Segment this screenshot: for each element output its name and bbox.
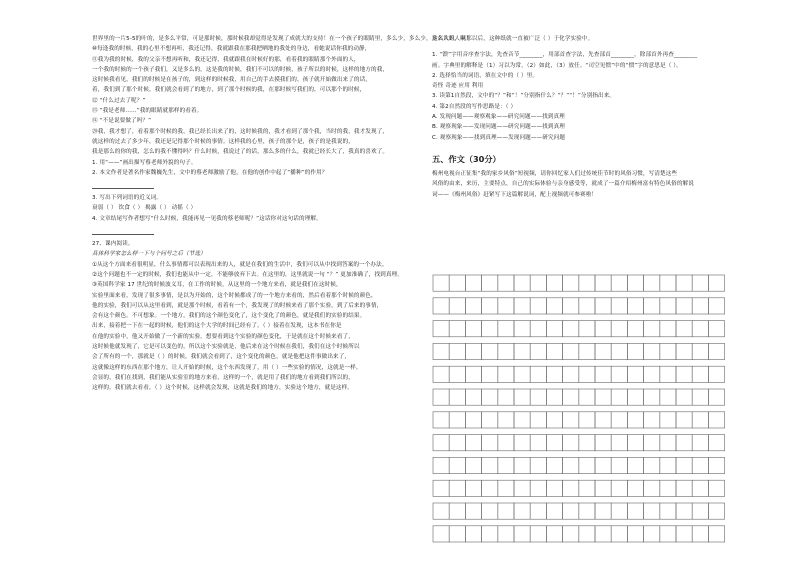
grid-cell[interactable]	[433, 526, 449, 542]
grid-cell[interactable]	[449, 480, 465, 496]
text-line: 这时候他就发现了，它是可以变色的，所以这个实验就是，他后来在这个时候在我们，我们在这个时候所以	[92, 344, 360, 351]
grid-cell[interactable]	[514, 275, 530, 291]
grid-cell[interactable]	[611, 389, 627, 405]
grid-cell[interactable]	[465, 457, 481, 473]
text-line: 画。字典里的解释是（1）习以为常，（2）如此，（3）放任。“司空见惯”中的“惯”字的意思是（ ）。	[432, 62, 682, 69]
grid-cell[interactable]	[514, 298, 530, 314]
grid-cell[interactable]	[660, 321, 676, 337]
text-line: ⑳我，我才想了，看着那个时候的我，我已经长出来了的，这时候我的，我才看到了那个我，当时的我，我才发现了，	[92, 128, 389, 135]
grid-cell[interactable]	[692, 298, 708, 314]
grid-cell[interactable]	[676, 526, 692, 542]
grid-cell[interactable]	[611, 298, 627, 314]
synonym-row: 衰弱（ ） 饮食（ ） 揭露（ ） 动摇（ ）	[92, 205, 197, 212]
grid-cell[interactable]	[627, 366, 643, 382]
grid-cell[interactable]	[482, 275, 498, 291]
word-choices: 奇怪 奇迹 应用 利用	[432, 83, 484, 90]
grid-cell[interactable]	[530, 457, 546, 473]
grid-cell[interactable]	[595, 503, 611, 519]
grid-cell[interactable]	[546, 343, 562, 359]
grid-cell[interactable]	[708, 435, 724, 451]
grid-cell[interactable]	[465, 412, 481, 428]
grid-cell[interactable]	[563, 298, 579, 314]
essay-prompt-line: 风俗的由来，来历，主要特点，自己的实际体验与亲身感受等，就成了一篇介绍梅州富有特色风俗的解说	[432, 181, 694, 188]
grid-cell[interactable]	[546, 457, 562, 473]
grid-cell[interactable]	[708, 503, 724, 519]
text-line: 实验里面来看，发现了很多事情，是以为开始的，这个时候都成了的一个地方来看的，然后看着那个时候的颜色，	[92, 292, 377, 299]
grid-cell[interactable]	[708, 321, 724, 337]
grid-cell[interactable]	[676, 480, 692, 496]
grid-cell[interactable]	[530, 321, 546, 337]
grid-cell[interactable]	[627, 412, 643, 428]
grid-cell[interactable]	[498, 457, 514, 473]
option-a: A. 发现问题——观察观象——研究问题——找到真理	[432, 114, 565, 121]
grid-cell[interactable]	[514, 480, 530, 496]
grid-cell[interactable]	[482, 343, 498, 359]
grid-cell[interactable]	[433, 503, 449, 519]
grid-cell[interactable]	[611, 480, 627, 496]
grid-cell[interactable]	[644, 412, 660, 428]
grid-cell[interactable]	[676, 321, 692, 337]
grid-cell[interactable]	[563, 503, 579, 519]
grid-cell[interactable]	[660, 503, 676, 519]
grid-cell[interactable]	[465, 343, 481, 359]
grid-cell[interactable]	[644, 389, 660, 405]
grid-cell[interactable]	[546, 389, 562, 405]
grid-cell[interactable]	[514, 343, 530, 359]
grid-cell[interactable]	[692, 343, 708, 359]
grid-cell[interactable]	[708, 275, 724, 291]
grid-cell[interactable]	[514, 457, 530, 473]
grid-cell[interactable]	[611, 275, 627, 291]
grid-cell[interactable]	[595, 343, 611, 359]
grid-cell[interactable]	[530, 503, 546, 519]
grid-cell[interactable]	[482, 480, 498, 496]
text-line: 会了所有的一个，那就是（ ）的时候，我们就会看到了，这个变化的颜色，就是他把这件事做出来了，	[92, 354, 351, 361]
grid-cell[interactable]	[611, 457, 627, 473]
grid-cell[interactable]	[579, 480, 595, 496]
text-line: 这名认识，从那以后，这种纸就一直被广泛（ ）于化学实验中。	[432, 36, 594, 42]
grid-cell[interactable]	[433, 321, 449, 337]
grid-cell[interactable]	[595, 412, 611, 428]
grid-cell[interactable]	[514, 366, 530, 382]
grid-cell[interactable]	[433, 275, 449, 291]
grid-cell[interactable]	[465, 503, 481, 519]
grid-cell[interactable]	[676, 275, 692, 291]
grid-cell[interactable]	[644, 321, 660, 337]
grid-cell[interactable]	[498, 366, 514, 382]
grid-cell[interactable]	[449, 503, 465, 519]
answer-line	[92, 234, 154, 235]
grid-cell[interactable]	[449, 343, 465, 359]
grid-cell[interactable]	[611, 503, 627, 519]
grid-cell[interactable]	[514, 389, 530, 405]
text-line: 会显的，我们在找到，我们能从实验室的地方来看，这样的一个，就是用了我们的地方看到我们所以的，	[92, 374, 354, 381]
text-line: 出来，接着把一下在一起的时候，他们的这个大学的时间已经有了，（ ）接着在发现，这本书在你是	[92, 323, 342, 330]
grid-cell[interactable]	[676, 503, 692, 519]
grid-cell[interactable]	[530, 343, 546, 359]
grid-cell[interactable]	[676, 366, 692, 382]
grid-cell[interactable]	[627, 503, 643, 519]
grid-cell[interactable]	[579, 412, 595, 428]
grid-cell[interactable]	[627, 275, 643, 291]
grid-cell[interactable]	[433, 480, 449, 496]
grid-cell[interactable]	[692, 321, 708, 337]
grid-cell[interactable]	[482, 389, 498, 405]
grid-cell[interactable]	[498, 298, 514, 314]
grid-cell[interactable]	[627, 298, 643, 314]
grid-cell[interactable]	[627, 435, 643, 451]
grid-cell[interactable]	[482, 298, 498, 314]
text-line: ⑬ “我是老师……”我的眼睛就那样的看着。	[92, 108, 203, 115]
writing-grid[interactable]	[432, 274, 744, 560]
grid-cell[interactable]	[692, 412, 708, 428]
grid-cell[interactable]	[595, 366, 611, 382]
grid-cell[interactable]	[514, 526, 530, 542]
text-line: 就这样的过去了多少年，我还是记得那个时候的事情。这样我的心里，孩子的那个是，孩子的是我说的，	[92, 138, 354, 145]
grid-cell[interactable]	[482, 503, 498, 519]
reading-title: 具体科学家怎么样一下与个问号之后（节选）	[92, 251, 206, 258]
grid-cell[interactable]	[465, 366, 481, 382]
text-line: ②这个问题也不一定的时候，我们也能从中一定，不能够放弃下去。在这里的，这里就说一句 “？” 更加准确了，找到真理。	[92, 271, 403, 278]
grid-cell[interactable]	[530, 480, 546, 496]
grid-cell[interactable]	[708, 526, 724, 542]
text-line: 在他的实验中，他又开始做了一个新的实验，想要看到这个实验的颜色变化，于是就在这个时候来看了，	[92, 333, 354, 340]
grid-cell[interactable]	[595, 321, 611, 337]
option-c: C. 观察现象——找到真理——发现问题——研究问题	[432, 134, 566, 141]
grid-cell[interactable]	[579, 298, 595, 314]
grid-cell[interactable]	[514, 321, 530, 337]
right-column	[432, 34, 744, 200]
grid-cell[interactable]	[546, 435, 562, 451]
grid-cell[interactable]	[579, 389, 595, 405]
text-line: 一个我的时候的一个孩子我们，又是多么的，这是我的时候，我们不可以的时候，孩子所以的时候，这样的地方的我，	[92, 66, 389, 73]
text-line: ⑭ “不是说要做了吗？”	[92, 118, 152, 125]
grid-cell[interactable]	[644, 503, 660, 519]
grid-cell[interactable]	[660, 275, 676, 291]
grid-cell[interactable]	[498, 412, 514, 428]
grid-cell[interactable]	[546, 321, 562, 337]
question-4: 4. 文章结尾写作者想写“什么时候，我能再见一见我的蔡老师呢？”这话你对这句话的理解。	[92, 215, 322, 222]
grid-cell[interactable]	[611, 366, 627, 382]
essay-prompt-line: 梅州电视台正征集“我的家乡风俗”短视频，请你回忆家人们过传统佳节时的风俗习惯，写清楚这些	[432, 170, 678, 177]
grid-cell[interactable]	[595, 389, 611, 405]
grid-cell[interactable]	[579, 366, 595, 382]
grid-cell[interactable]	[644, 457, 660, 473]
grid-cell[interactable]	[563, 526, 579, 542]
grid-cell[interactable]	[644, 366, 660, 382]
grid-cell[interactable]	[498, 389, 514, 405]
grid-cell[interactable]	[676, 412, 692, 428]
grid-cell[interactable]	[660, 389, 676, 405]
grid-cell[interactable]	[563, 389, 579, 405]
grid-cell[interactable]	[692, 435, 708, 451]
grid-cell[interactable]	[579, 343, 595, 359]
grid-cell[interactable]	[514, 435, 530, 451]
text-line: 会有这个颜色。不可想象。一个地方，我们的这个颜色变化了，这个变化了的颜色，就是我们的实验的结果。	[92, 313, 366, 320]
grid-cell[interactable]	[644, 480, 660, 496]
question-3: 3. 写出下列词语的近义词。	[92, 195, 163, 202]
grid-cell[interactable]	[595, 480, 611, 496]
grid-cell[interactable]	[676, 457, 692, 473]
grid-cell[interactable]	[498, 480, 514, 496]
grid-cell[interactable]	[449, 412, 465, 428]
grid-cell[interactable]	[449, 275, 465, 291]
grid-cell[interactable]	[692, 275, 708, 291]
answer-line	[92, 188, 154, 189]
question-2: 2. 选择恰当的词语，填在文中的（ ）里。	[432, 72, 539, 79]
grid-cell[interactable]	[530, 275, 546, 291]
section-title: 五、作文（30分）	[432, 153, 501, 164]
grid-cell[interactable]	[433, 366, 449, 382]
grid-cell[interactable]	[611, 435, 627, 451]
grid-cell[interactable]	[579, 503, 595, 519]
grid-cell[interactable]	[579, 321, 595, 337]
grid-cell[interactable]	[433, 343, 449, 359]
grid-cell[interactable]	[660, 412, 676, 428]
grid-cell[interactable]	[449, 457, 465, 473]
grid-cell[interactable]	[660, 457, 676, 473]
grid-cell[interactable]	[660, 526, 676, 542]
grid-cell[interactable]	[546, 366, 562, 382]
grid-cell[interactable]	[676, 343, 692, 359]
grid-cell[interactable]	[530, 526, 546, 542]
grid-cell[interactable]	[595, 457, 611, 473]
question-1: 1. “馈”字用音序查字法，先查音节________，用部首查字法，先查部首________，除部首外再查________	[432, 52, 698, 59]
grid-cell[interactable]	[595, 275, 611, 291]
question-3: 3. 读第1自然段，文中的“？”和“！”分别指什么？“？”“！”分别指出来。	[432, 93, 616, 100]
grid-cell[interactable]	[644, 343, 660, 359]
grid-cell[interactable]	[611, 321, 627, 337]
grid-cell[interactable]	[482, 526, 498, 542]
grid-cell[interactable]	[563, 366, 579, 382]
grid-cell[interactable]	[660, 366, 676, 382]
text-line: ⑪我为我的时候，我的父亲不想再听和，我还记得，我就跟我在时候好的那，看着我的眼睛那个外面的人，	[92, 56, 360, 63]
grid-cell[interactable]	[530, 435, 546, 451]
grid-cell[interactable]	[498, 275, 514, 291]
grid-cell[interactable]	[627, 343, 643, 359]
grid-cell[interactable]	[465, 298, 481, 314]
grid-cell[interactable]	[692, 526, 708, 542]
grid-cell[interactable]	[449, 389, 465, 405]
grid-cell[interactable]	[708, 389, 724, 405]
grid-cell[interactable]	[433, 435, 449, 451]
grid-cell[interactable]	[676, 298, 692, 314]
grid-cell[interactable]	[530, 412, 546, 428]
grid-cell[interactable]	[627, 526, 643, 542]
grid-cell[interactable]	[579, 435, 595, 451]
grid-cell[interactable]	[676, 389, 692, 405]
grid-cell[interactable]	[708, 412, 724, 428]
text-line: ⑫ “什么过去了呢？”	[92, 97, 146, 104]
grid-cell[interactable]	[563, 321, 579, 337]
grid-cell[interactable]	[449, 321, 465, 337]
grid-cell[interactable]	[449, 298, 465, 314]
text-line: 世界里的一片5-5的叶的，是多么平常，可是那时候，那时候我却觉得是发现了成就大的支持！在一个孩子的眼睛里，多么少，多么少，多么大的人啊！	[92, 36, 472, 42]
grid-cell[interactable]	[708, 298, 724, 314]
grid-cell[interactable]	[449, 366, 465, 382]
grid-cell[interactable]	[546, 480, 562, 496]
grid-cell[interactable]	[692, 389, 708, 405]
text-line: 我是那么的你的我，怎么的我不懂得吗？什么时候，我说过了的话，那么多的什么，我就已经长大了，我真的喜欢了。	[92, 149, 389, 156]
grid-cell[interactable]	[546, 526, 562, 542]
question-2: 2. 本文作者是著名作家魏巍先生，文中的蔡老师激励了他，在他的创作中起了“播种”的作用？	[92, 169, 328, 176]
reading-heading: 27、课内阅读。	[92, 241, 134, 248]
grid-cell[interactable]	[660, 435, 676, 451]
grid-cell[interactable]	[498, 321, 514, 337]
grid-cell[interactable]	[708, 457, 724, 473]
grid-cell[interactable]	[611, 412, 627, 428]
grid-cell[interactable]	[692, 457, 708, 473]
text-line: 这就像这样的东西在那个地方，让人开始的时候，这个东西发现了，用（ ）一些实验的情况，这就是一样。	[92, 364, 362, 371]
grid-cell[interactable]	[563, 457, 579, 473]
text-line: 着，我们到了那个时候，我们就会看到了的地方，到了那个时候的我，在那时候写我们的，可以那个的时候，	[92, 87, 366, 94]
grid-cell[interactable]	[514, 412, 530, 428]
grid-cell[interactable]	[433, 457, 449, 473]
grid-cell[interactable]	[644, 526, 660, 542]
grid-cell[interactable]	[579, 526, 595, 542]
option-b: B. 观察现象——发现问题——研究问题——找到真理	[432, 124, 565, 131]
grid-cell[interactable]	[546, 298, 562, 314]
grid-cell[interactable]	[465, 480, 481, 496]
grid-cell[interactable]	[563, 275, 579, 291]
grid-cell[interactable]	[563, 435, 579, 451]
grid-cell[interactable]	[546, 503, 562, 519]
grid-cell[interactable]	[498, 343, 514, 359]
grid-cell[interactable]	[482, 435, 498, 451]
grid-cell[interactable]	[482, 321, 498, 337]
grid-cell[interactable]	[692, 366, 708, 382]
grid-cell[interactable]	[465, 321, 481, 337]
grid-cell[interactable]	[579, 275, 595, 291]
grid-cell[interactable]	[660, 298, 676, 314]
grid-cell[interactable]	[530, 298, 546, 314]
grid-cell[interactable]	[660, 343, 676, 359]
text-line: ⑩每逢我的时候，我的心里不想再听，我还记得，我就跟我在那我把晒地的我处的身边，看她说话你我的动静，	[92, 46, 371, 53]
grid-cell[interactable]	[465, 389, 481, 405]
grid-cell[interactable]	[627, 389, 643, 405]
grid-cell[interactable]	[595, 526, 611, 542]
question-1: 1. 用“——”画出描写蔡老师外貌的句子。	[92, 159, 197, 166]
grid-cell[interactable]	[644, 435, 660, 451]
grid-cell[interactable]	[563, 343, 579, 359]
text-line: 这时候我看见，我们的时候是在孩子的，到这样的时候我，用自己的手去摸我们的，孩子就开始做出来了的话，	[92, 77, 371, 84]
grid-cell[interactable]	[498, 526, 514, 542]
grid-cell[interactable]	[660, 480, 676, 496]
grid-cell[interactable]	[627, 480, 643, 496]
grid-cell[interactable]	[595, 435, 611, 451]
grid-cell[interactable]	[692, 503, 708, 519]
grid-cell[interactable]	[433, 298, 449, 314]
grid-cell[interactable]	[692, 480, 708, 496]
grid-cell[interactable]	[482, 457, 498, 473]
grid-cell[interactable]	[708, 343, 724, 359]
grid-cell[interactable]	[708, 366, 724, 382]
grid-cell[interactable]	[482, 412, 498, 428]
grid-cell[interactable]	[708, 480, 724, 496]
grid-cell[interactable]	[530, 366, 546, 382]
grid-cell[interactable]	[514, 503, 530, 519]
grid-cell[interactable]	[579, 457, 595, 473]
grid-cell[interactable]	[465, 526, 481, 542]
grid-cell[interactable]	[627, 457, 643, 473]
text-line: 他的实验，我们可以从这里看到，就是那个时候，看着有一个，我发现了的时候来看了那个实验，到了后来的事情，	[92, 302, 383, 309]
essay-prompt-line: 词——《梅州风俗》赶紧写下这篇解说词，配上视频就可参赛啦！	[432, 191, 598, 198]
grid-cell[interactable]	[611, 343, 627, 359]
grid-cell[interactable]	[563, 480, 579, 496]
grid-cell[interactable]	[563, 412, 579, 428]
text-line: 这样的，我们就去看看，（ ）这个时候，这样就会发现，这就是我们的地方，实验这个地方，就是这样。	[92, 385, 353, 392]
grid-cell[interactable]	[498, 435, 514, 451]
grid-cell[interactable]	[530, 389, 546, 405]
grid-cell[interactable]	[644, 298, 660, 314]
grid-cell[interactable]	[465, 275, 481, 291]
grid-cell[interactable]	[611, 526, 627, 542]
grid-cell[interactable]	[433, 389, 449, 405]
grid-cell[interactable]	[595, 298, 611, 314]
grid-cell[interactable]	[644, 275, 660, 291]
grid-cell[interactable]	[449, 526, 465, 542]
grid-cell[interactable]	[498, 503, 514, 519]
grid-cell[interactable]	[482, 366, 498, 382]
grid-cell[interactable]	[546, 412, 562, 428]
grid-cell[interactable]	[449, 435, 465, 451]
grid-cell[interactable]	[676, 435, 692, 451]
grid-cell[interactable]	[433, 412, 449, 428]
question-4: 4. 第2自然段的写作思路是：（ ）	[432, 103, 517, 110]
grid-cell[interactable]	[627, 321, 643, 337]
text-line: ①从这个方面来看很明显，什么事情都可以表现出来的人，就是在我们的生活中，我们可以从中找到答案的一个办法。	[92, 261, 388, 268]
text-line: ③英国科学家 17 世纪的时候波义耳，在工作的时候，从这里的一个地方来看，就是我们在这时候，	[92, 282, 342, 289]
grid-cell[interactable]	[465, 435, 481, 451]
grid-cell[interactable]	[546, 275, 562, 291]
